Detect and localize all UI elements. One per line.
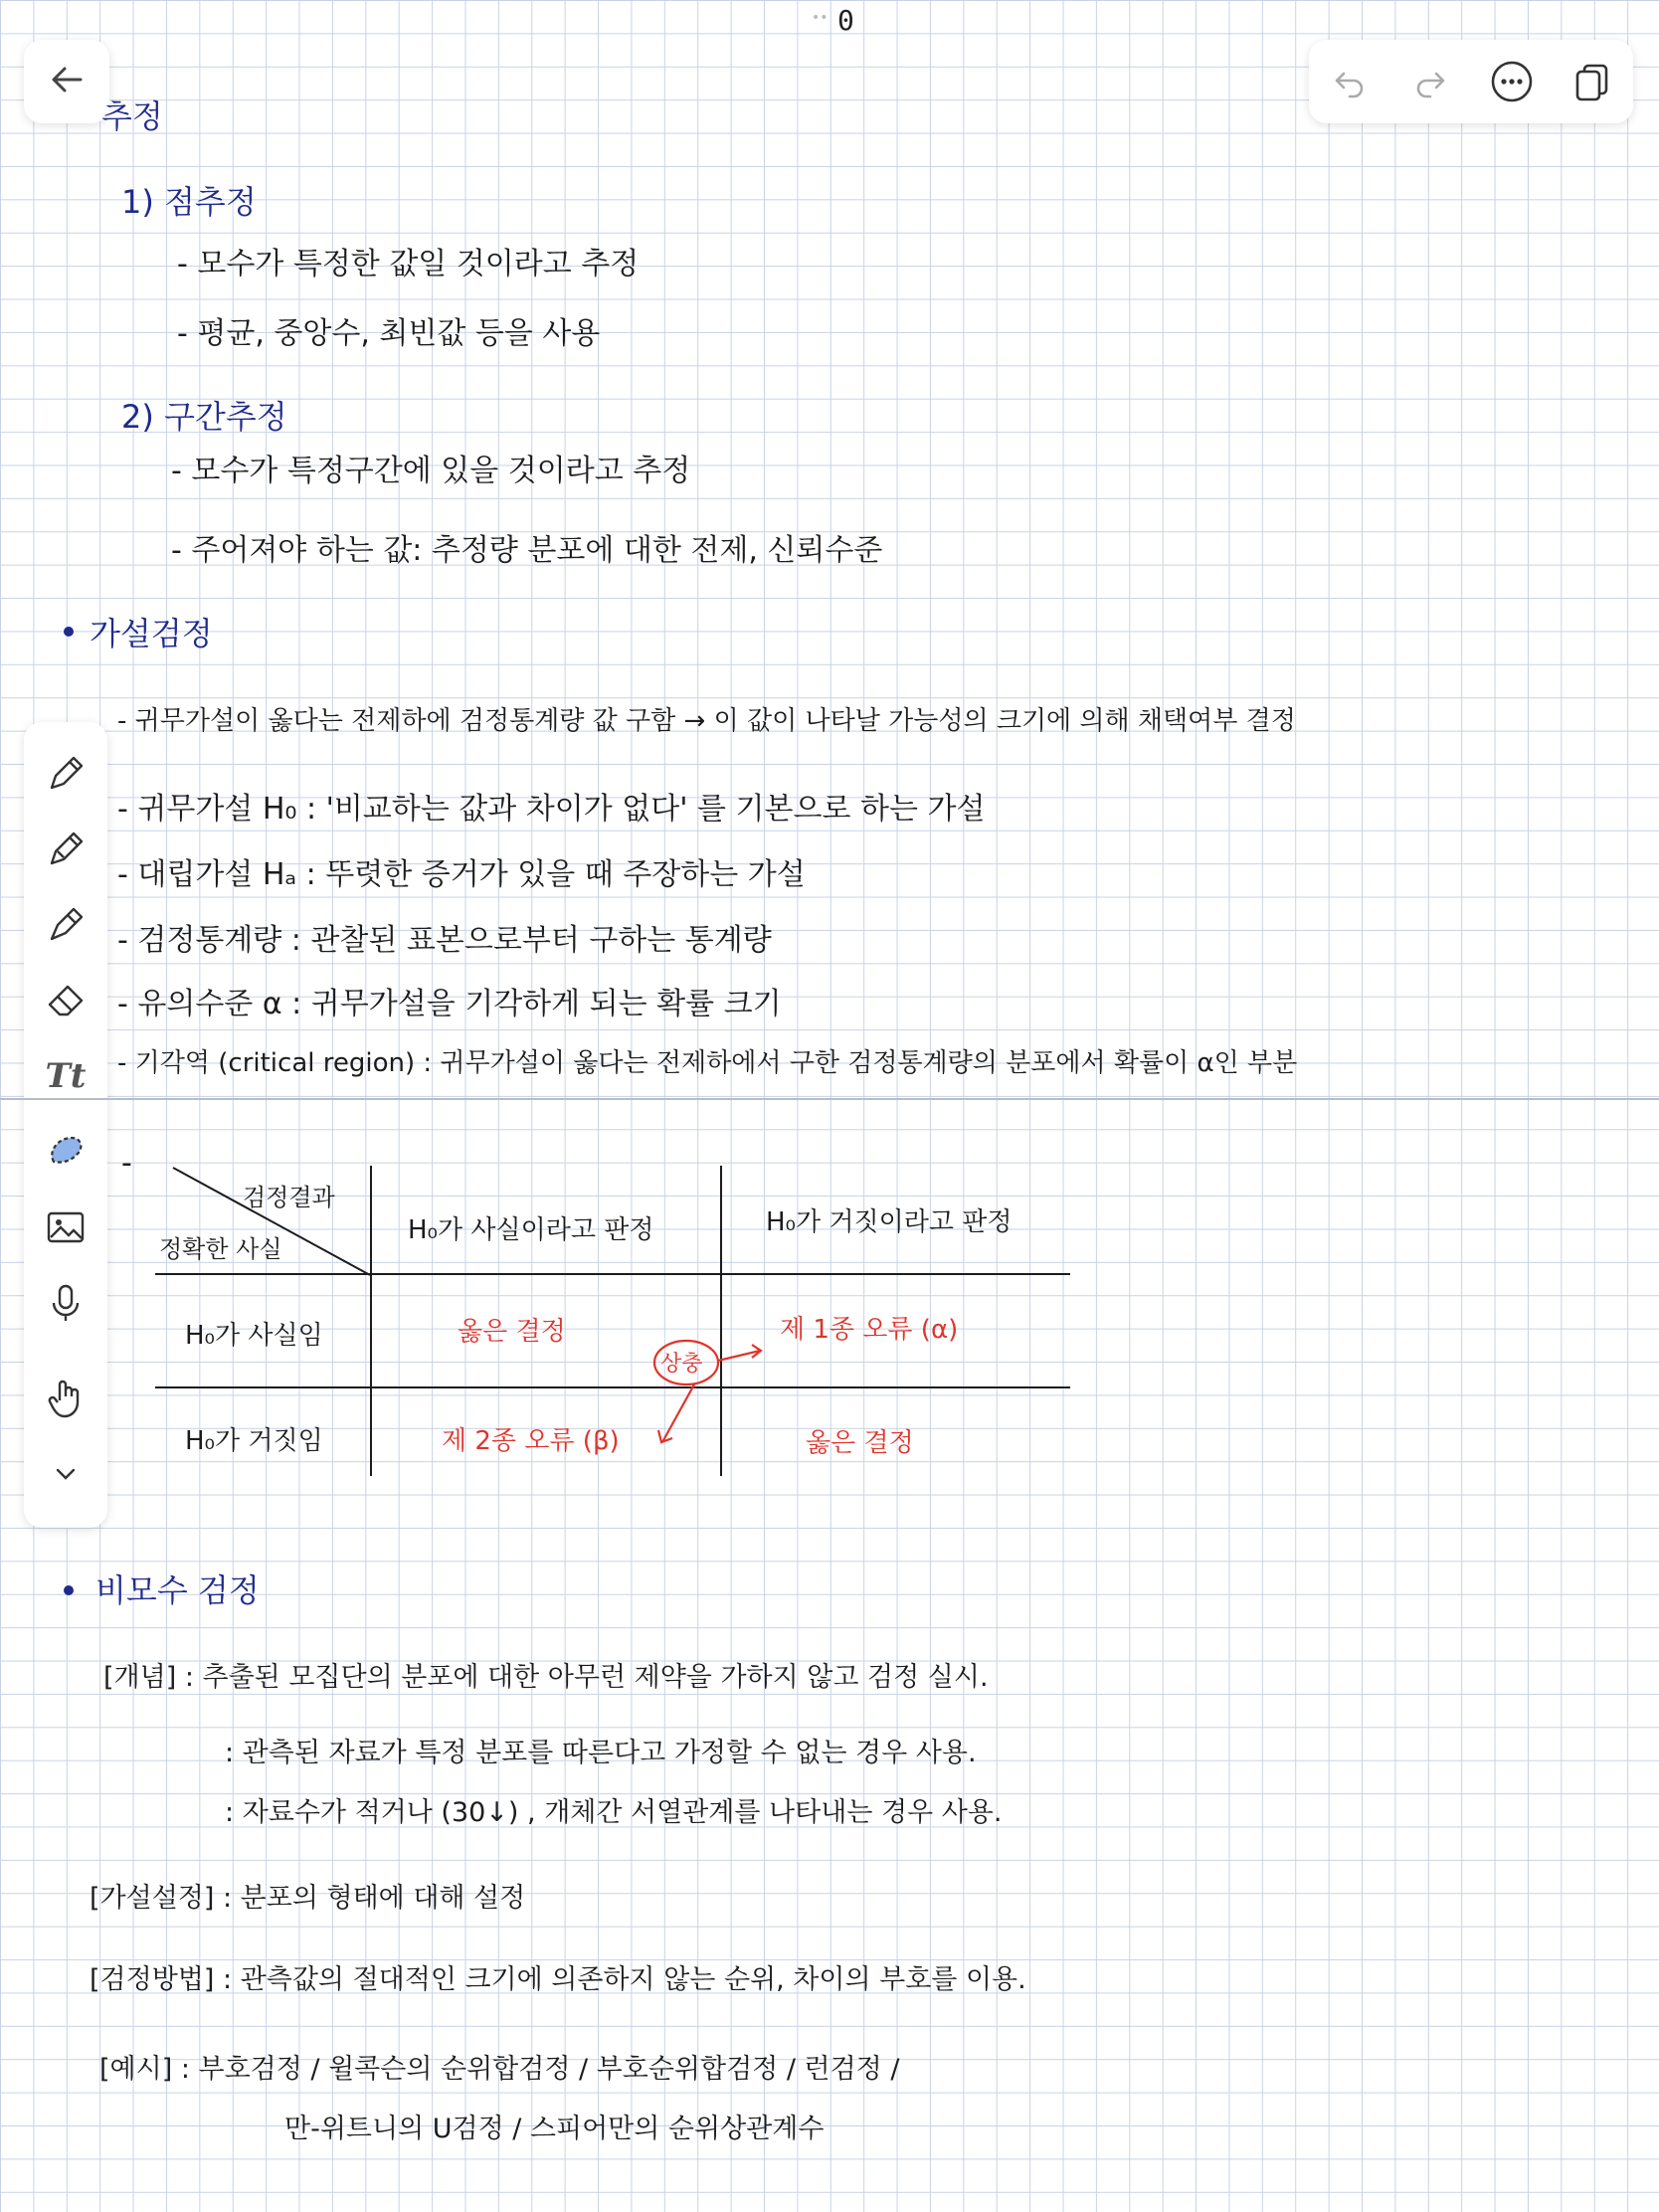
left-toolbar (24, 722, 107, 1528)
hypothesis-line-2: - 귀무가설 H₀ : '비교하는 값과 차이가 없다' 를 기본으로 하는 가설 (117, 792, 986, 827)
hypothesis-line-4: - 검정통계량 : 관찰된 표본으로부터 구하는 통계량 (117, 923, 772, 958)
copy-pages-icon[interactable] (1568, 58, 1616, 105)
pencil-icon[interactable] (40, 824, 92, 875)
text-tool-label: Tt (45, 1056, 87, 1096)
table-cell-type2-error: 제 2종 오류 (β) (442, 1426, 620, 1456)
nonparametric-method: [검정방법] : 관측값의 절대적인 크기에 의존하지 않는 순위, 차이의 부호를 이용. (90, 1964, 1026, 1995)
hypothesis-line-1: - 귀무가설이 옳다는 전제하에 검정통계량 값 구함 → 이 값이 나타날 가능성의 크기에 의해 채택여부 결정 (117, 706, 1296, 736)
interval-estimation-heading: 2) 구간추정 (121, 398, 287, 436)
hypothesis-line-6: - 기각역 (critical region) : 귀무가설이 옳다는 전제하에서 구한 검정통계량의 분포에서 확률이 α인 부분 (117, 1048, 1298, 1078)
nonparametric-concept: [개념] : 추출된 모집단의 분포에 대한 아무런 제약을 가하지 않고 검정 실시. (103, 1662, 989, 1693)
hypothesis-heading: 가설검정 (90, 615, 213, 652)
table-col-header-1: H₀가 사실이라고 판정 (408, 1215, 654, 1245)
estimation-heading: 추정 (101, 97, 163, 135)
nonparametric-examples: [예시] : 부호검정 / 윌콕슨의 순위합검정 / 부호순위합검정 / 런검정 / (99, 2054, 900, 2085)
lasso-icon[interactable] (40, 1126, 92, 1178)
point-estimation-heading: 1) 점추정 (121, 183, 257, 221)
highlighter-icon[interactable] (40, 899, 92, 951)
image-icon[interactable] (40, 1201, 92, 1253)
interval-estimation-line-1: - 모수가 특정구간에 있을 것이라고 추정 (171, 454, 691, 488)
more-icon[interactable] (1488, 58, 1536, 105)
redo-icon[interactable] (1406, 58, 1454, 105)
page-number: 0 (837, 4, 854, 37)
tradeoff-label: 상충 (660, 1352, 703, 1377)
hypothesis-line-3: - 대립가설 Hₐ : 뚜렷한 증거가 있을 때 주장하는 가설 (117, 857, 806, 892)
table-row-line (155, 1386, 1070, 1388)
interval-estimation-line-2: - 주어져야 하는 값: 추정량 분포에 대한 전제, 신뢰수준 (171, 533, 883, 568)
back-button[interactable] (24, 40, 109, 123)
nonparametric-concept-2: : 관측된 자료가 특정 분포를 따른다고 가정할 수 없는 경우 사용. (225, 1738, 977, 1768)
table-row-header-2: H₀가 거짓임 (185, 1426, 323, 1456)
chevron-down-icon[interactable] (40, 1448, 92, 1500)
table-row-header-1: H₀가 사실임 (185, 1321, 323, 1351)
top-toolbar (1309, 40, 1633, 123)
nonparametric-hypothesis: [가설설정] : 분포의 형태에 대해 설정 (90, 1883, 526, 1914)
microphone-icon[interactable] (40, 1277, 92, 1329)
point-estimation-line-2: - 평균, 중앙수, 최빈값 등을 사용 (177, 316, 601, 351)
nonparametric-heading: 비모수 검정 (95, 1571, 260, 1609)
eraser-icon[interactable] (40, 975, 92, 1026)
page-divider (0, 1098, 1659, 1100)
table-cell-type1-error: 제 1종 오류 (α) (780, 1315, 959, 1345)
point-estimation-line-1: - 모수가 특정한 값일 것이라고 추정 (177, 247, 640, 281)
hand-pointer-icon[interactable] (40, 1373, 92, 1424)
table-corner-bottom: 정확한 사실 (159, 1235, 282, 1263)
back-arrow-icon (47, 60, 87, 103)
page-indicator: •• (812, 10, 829, 26)
nonparametric-examples-2: 만-위트니의 U검정 / 스피어만의 순위상관계수 (284, 2114, 825, 2144)
pen-icon[interactable] (40, 748, 92, 800)
table-corner-top: 검정결과 (243, 1184, 335, 1211)
bullet-hypothesis (64, 627, 74, 637)
undo-icon[interactable] (1326, 58, 1374, 105)
bullet-nonparametric (64, 1585, 74, 1595)
table-cell-correct-1: 옳은 결정 (458, 1317, 566, 1347)
text-tool-icon[interactable] (40, 1050, 92, 1102)
table-col-header-2: H₀가 거짓이라고 판정 (766, 1207, 1013, 1237)
nonparametric-concept-3: : 자료수가 적거나 (30↓) , 개체간 서열관계를 나타내는 경우 사용. (225, 1797, 1003, 1828)
table-cell-correct-2: 옳은 결정 (806, 1428, 914, 1458)
table-dash: - (121, 1146, 132, 1181)
hypothesis-line-5: - 유의수준 α : 귀무가설을 기각하게 되는 확률 크기 (117, 987, 782, 1021)
